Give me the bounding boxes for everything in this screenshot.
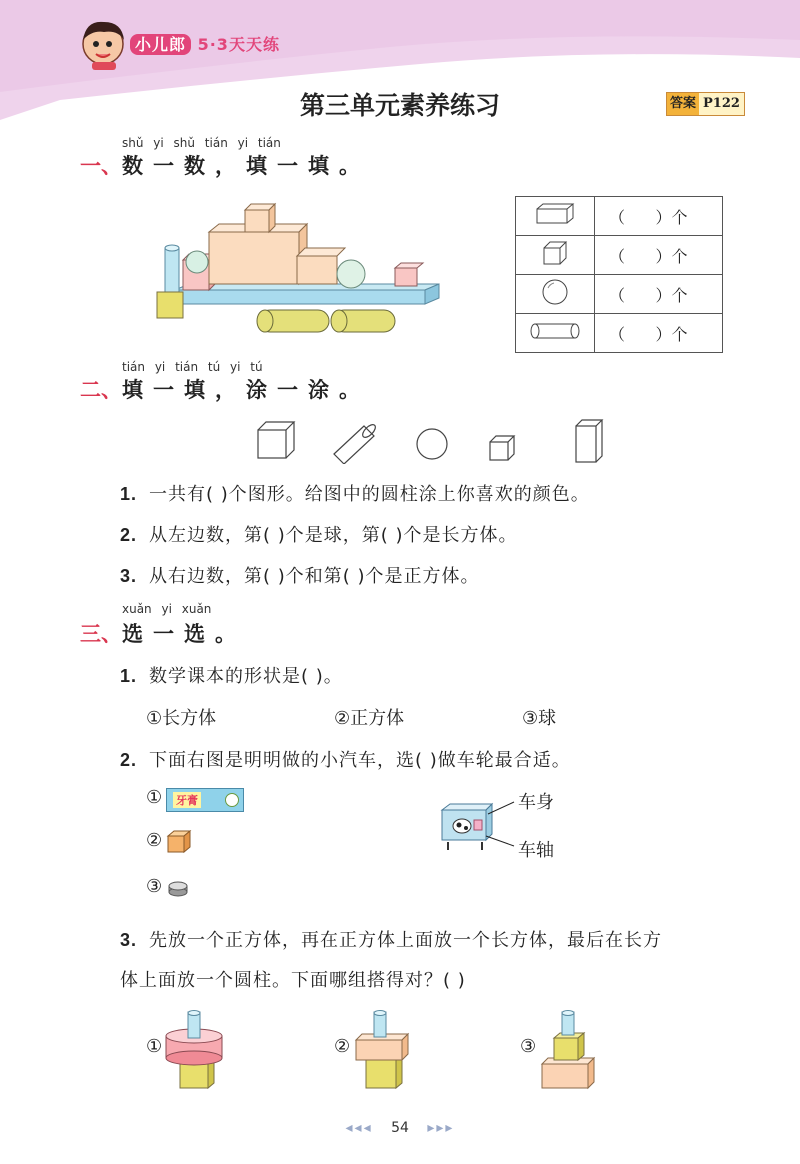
q3-option-3[interactable] bbox=[520, 1036, 536, 1057]
section3-number: 三、 bbox=[80, 622, 122, 646]
section1-title: 数一数，填一填。 bbox=[122, 154, 370, 178]
section2-question-2 bbox=[120, 521, 518, 547]
small-cube-icon bbox=[166, 830, 192, 854]
shape-sphere bbox=[417, 429, 447, 459]
section2-heading bbox=[80, 374, 370, 404]
option-mark: ③ bbox=[520, 1036, 537, 1057]
count-answer-cylinder[interactable]: （ ）个 bbox=[595, 314, 723, 353]
section1-heading bbox=[80, 150, 370, 180]
q2-option-2[interactable] bbox=[146, 830, 162, 851]
count-row-cuboid bbox=[516, 197, 723, 236]
shape-cylinder bbox=[334, 423, 377, 464]
shapes-row bbox=[250, 416, 610, 464]
question-number: 2. bbox=[120, 525, 138, 545]
page-number: 54 bbox=[391, 1120, 409, 1136]
q3-option-1[interactable] bbox=[146, 1036, 162, 1057]
question-text: 一共有( )个图形。给图中的圆柱涂上你喜欢的颜色。 bbox=[149, 484, 590, 505]
section2-question-1 bbox=[120, 480, 590, 506]
answer-page: P122 bbox=[699, 93, 744, 115]
question-text: 下面右图是明明做的小汽车，选( )做车轮最合适。 bbox=[149, 750, 571, 771]
question-number: 1. bbox=[120, 484, 138, 504]
question-text: 从右边数，第( )个和第( )个是正方体。 bbox=[149, 566, 480, 587]
count-cell-shape bbox=[516, 275, 595, 314]
stack-option-1-image bbox=[162, 1010, 242, 1090]
car-body-label: 车身 bbox=[518, 792, 554, 813]
question-number: 2. bbox=[120, 750, 138, 770]
toothpaste-label: 牙膏 bbox=[173, 792, 201, 808]
cube-icon bbox=[542, 240, 568, 266]
count-cell-shape bbox=[516, 236, 595, 275]
shape-cube-2 bbox=[490, 436, 514, 460]
section2-question-3 bbox=[120, 562, 480, 588]
question-text: 数学课本的形状是( )。 bbox=[149, 666, 343, 687]
mascot-icon bbox=[74, 14, 132, 72]
section1-pinyin: shǔ yi shǔ tián yi tián bbox=[122, 136, 281, 150]
option-mark: ① bbox=[146, 787, 163, 808]
prev-arrows-icon: ◂◂◂ bbox=[345, 1120, 373, 1136]
count-row-cube bbox=[516, 236, 723, 275]
option-mark: ② bbox=[146, 830, 163, 851]
q3-option-2[interactable] bbox=[334, 1036, 350, 1057]
option-mark: ② bbox=[334, 1036, 351, 1057]
count-row-cylinder bbox=[516, 314, 723, 353]
section3-pinyin: xuǎn yi xuǎn bbox=[122, 602, 212, 616]
option-2[interactable]: ②正方体 bbox=[334, 708, 405, 729]
page-title: 第三单元素养练习 bbox=[299, 91, 500, 120]
shape-cuboid bbox=[576, 420, 602, 462]
brand-logo bbox=[130, 32, 280, 55]
question-number: 1. bbox=[120, 666, 138, 686]
option-1[interactable]: ①长方体 bbox=[146, 708, 217, 729]
cuboid-long-icon bbox=[535, 203, 575, 225]
question-text: 从左边数，第( )个是球，第( )个是长方体。 bbox=[149, 525, 518, 546]
section3-question-3-line-2: 体上面放一个圆柱。下面哪组搭得对？( ) bbox=[120, 970, 466, 991]
section1-number: 一、 bbox=[80, 154, 122, 178]
section2-number: 二、 bbox=[80, 378, 122, 402]
toothpaste-box-image bbox=[166, 788, 244, 812]
next-arrows-icon: ▸▸▸ bbox=[427, 1120, 455, 1136]
count-table bbox=[515, 196, 723, 353]
coin-cylinder-icon bbox=[166, 880, 190, 898]
count-cell-shape bbox=[516, 314, 595, 353]
shape-cube-1 bbox=[258, 422, 294, 458]
option-3[interactable]: ③球 bbox=[522, 708, 557, 729]
page-footer bbox=[0, 1120, 800, 1136]
option-mark: ① bbox=[146, 1036, 163, 1057]
section3-title: 选一选。 bbox=[122, 622, 246, 646]
question-number: 3. bbox=[120, 566, 138, 586]
section2-title: 填一填，涂一涂。 bbox=[122, 378, 370, 402]
count-answer-cube[interactable]: （ ）个 bbox=[595, 236, 723, 275]
option-mark: ③ bbox=[146, 876, 163, 897]
block-vehicle-illustration bbox=[155, 200, 445, 340]
count-cell-shape bbox=[516, 197, 595, 236]
section2-pinyin: tián yi tián tú yi tú bbox=[122, 360, 263, 374]
answer-badge bbox=[666, 92, 745, 116]
section3-question-1 bbox=[120, 662, 343, 688]
section3-question-3 bbox=[120, 926, 662, 952]
toy-car-image bbox=[438, 800, 518, 852]
q2-option-1[interactable] bbox=[146, 787, 162, 808]
section3-heading bbox=[80, 618, 246, 648]
brand-series: 5·3天天练 bbox=[197, 35, 280, 54]
q2-option-3[interactable] bbox=[146, 876, 162, 897]
sphere-icon bbox=[541, 278, 569, 306]
flower-icon bbox=[225, 793, 239, 807]
answer-label: 答案 bbox=[667, 93, 699, 115]
count-answer-sphere[interactable]: （ ）个 bbox=[595, 275, 723, 314]
count-row-sphere bbox=[516, 275, 723, 314]
stack-option-2-image bbox=[352, 1010, 422, 1090]
stack-option-3-image bbox=[538, 1010, 608, 1090]
brand-name: 小儿郎 bbox=[130, 34, 191, 55]
section3-question-2 bbox=[120, 746, 571, 772]
question-text-line-1: 先放一个正方体，再在正方体上面放一个长方体，最后在长方 bbox=[149, 930, 663, 951]
count-answer-cuboid[interactable]: （ ）个 bbox=[595, 197, 723, 236]
car-axle-label: 车轴 bbox=[518, 840, 554, 861]
cylinder-icon bbox=[529, 321, 581, 341]
question-number: 3. bbox=[120, 930, 138, 950]
